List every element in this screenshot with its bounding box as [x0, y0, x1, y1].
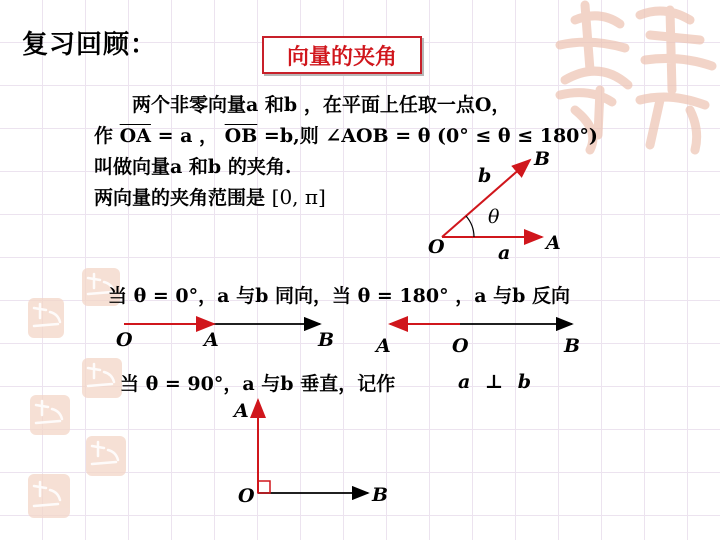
perp-label-O: O: [238, 485, 255, 507]
same-label-O: O: [116, 329, 133, 351]
diagram-label-theta: θ: [488, 206, 500, 228]
case-0-text: 当 θ = 0°，a 与b 同向，当: [108, 285, 351, 307]
opp-label-A: A: [376, 335, 391, 357]
same-label-B: B: [318, 329, 335, 351]
range-value: [0, π]: [271, 185, 326, 209]
angle-arc: [466, 216, 474, 237]
case-180-value: θ = 180°: [357, 285, 449, 307]
opp-label-B: B: [564, 335, 581, 357]
line2-eq2: =b,则 ∠AOB = θ (0° ≤ θ ≤ 180°): [263, 125, 598, 147]
opp-label-O: O: [452, 335, 469, 357]
topic-title: 向量的夹角: [286, 44, 397, 70]
vector-OB: $\overline{OB}$: [224, 125, 258, 147]
case-90-text: 当 θ = 90°，a 与b 垂直，记作: [120, 373, 396, 395]
right-angle-mark: [258, 481, 270, 493]
diagram-label-a: a: [498, 242, 511, 264]
line2-prefix: 作: [94, 125, 114, 147]
definition-line-3: 叫做向量a 和b 的夹角.: [94, 156, 292, 178]
perpendicular-notation: a ⊥ b: [458, 371, 532, 393]
case-0-180-text: [108, 281, 570, 308]
case-180-text: ，a 与b 反向: [455, 285, 571, 307]
review-heading: 复习回顾：: [22, 30, 158, 60]
perp-label-A: A: [234, 400, 249, 422]
diagram-label-O: O: [428, 236, 445, 258]
diagram-label-A: A: [546, 232, 561, 254]
definition-line-1: 两个非零向量a 和b ，在平面上任取一点O，: [132, 94, 511, 116]
diagram-label-b: b: [478, 165, 492, 187]
same-label-A: A: [204, 329, 219, 351]
diagram-label-B: B: [534, 148, 551, 170]
line2-eq1: = a ，: [157, 125, 219, 147]
vector-OA: $\overline{OA}$: [119, 125, 151, 147]
perp-label-B: B: [372, 484, 389, 506]
range-label: 两向量的夹角范围是: [94, 187, 266, 209]
